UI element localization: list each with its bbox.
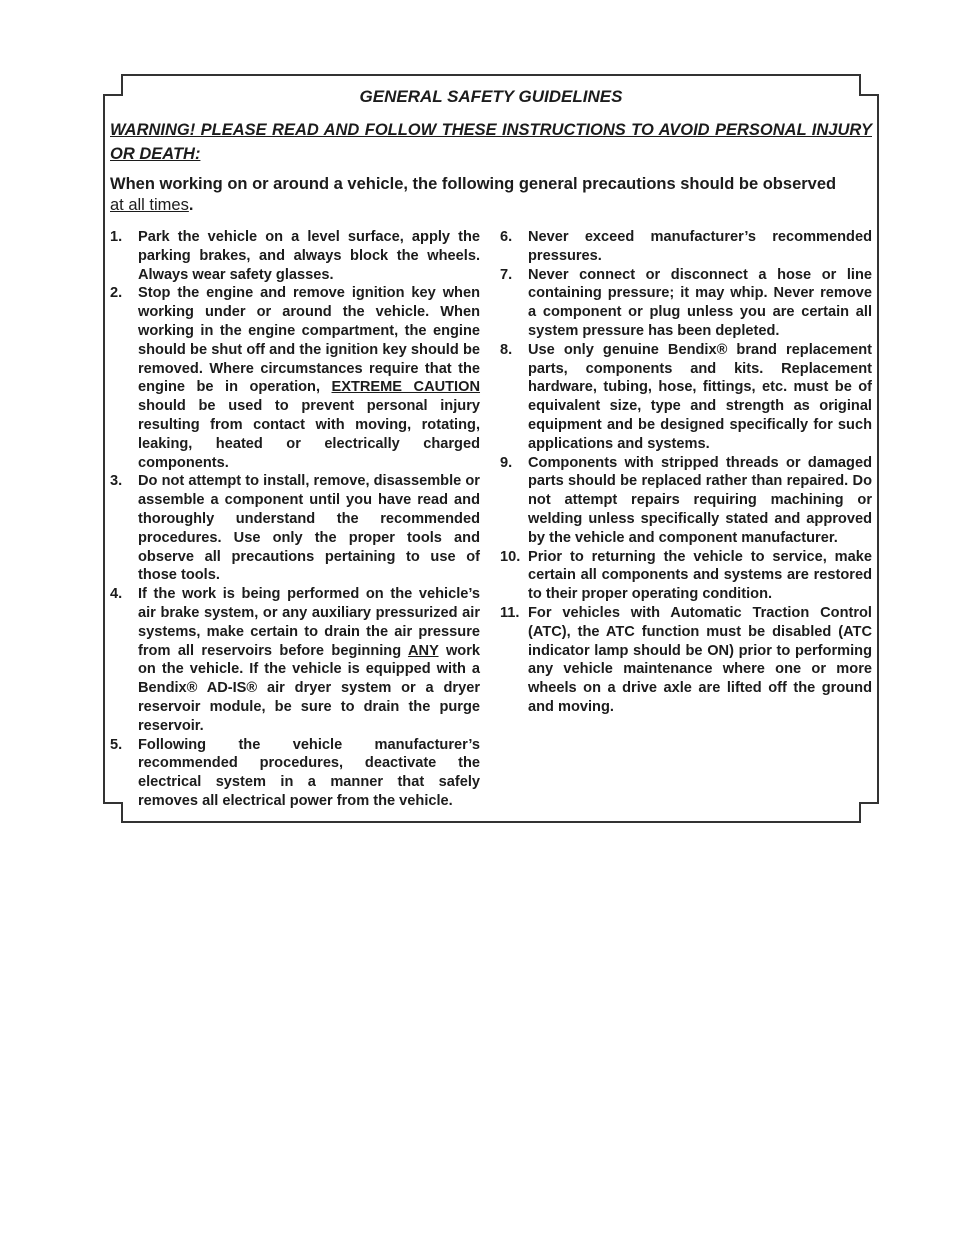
frame-left — [103, 94, 105, 804]
item-text: Never connect or disconnect a hose or line containing pressure; it may whip. Never remove a component or plug unless you are certain all system pressure has been depleted. — [528, 266, 872, 339]
list-item — [500, 341, 872, 454]
item-number: 5. — [110, 736, 123, 753]
frame-bottom — [121, 821, 861, 823]
page-title: GENERAL SAFETY GUIDELINES — [359, 87, 623, 106]
item-number: 4. — [110, 586, 123, 603]
item-number: 3. — [110, 473, 123, 490]
item-text: Following the vehicle manufacturer’s recommended procedures, deactivate the electrical system in a manner that safely removes all electrical power from the vehicle. — [138, 736, 480, 809]
item-number: 10. — [500, 548, 521, 565]
intro-end: . — [188, 196, 194, 214]
item-text: For vehicles with Automatic Traction Control (ATC), the ATC function must be disabled (ATC indicator lamp should be ON) prior to performing any vehicle maintenance where one or more wheels on a drive axle are lifted off the ground and moving. — [528, 604, 872, 715]
list-item — [500, 548, 872, 604]
intro-text — [110, 174, 872, 216]
item-number: 1. — [110, 229, 123, 245]
frame-right — [877, 94, 879, 804]
item-text: Components with stripped threads or damaged parts should be replaced rather than repaired. Do not attempt repairs requiring machining or welding unless specifically stated and approved by the vehicle and component manufacturer. — [528, 454, 872, 546]
left-column — [110, 228, 480, 811]
list-item — [110, 736, 480, 811]
list-item — [500, 266, 872, 341]
item-text: Use only genuine Bendix® brand replacement parts, components and kits. Replacement hardware, tubing, hose, fittings, etc. must be of equivalent size, type and strength as original equipment and be designed specifically for such applications and systems. — [528, 341, 872, 452]
list-item — [500, 228, 872, 266]
frame-notch-br-h — [859, 802, 879, 804]
list-item — [110, 284, 480, 472]
list-item — [110, 228, 480, 284]
item-text-part-a: If the work is being performed on the vehicle’s air brake system, or any auxiliary pressurized air systems, make certain to drain the air pressure from all reservoirs before beginning — [138, 586, 480, 659]
item-text — [138, 284, 480, 472]
item-emphasis: ANY — [407, 642, 439, 659]
item-emphasis: EXTREME CAUTION — [331, 379, 481, 396]
item-number: 8. — [500, 341, 513, 358]
item-text — [138, 585, 480, 735]
warning-text: WARNING! PLEASE READ AND FOLLOW THESE INSTRUCTIONS TO AVOID PERSONAL INJURY OR DEATH: — [110, 121, 872, 163]
item-text-part-b: work on the vehicle. If the vehicle is equipped with a Bendix® AD-IS® air dryer system or a dryer reservoir module, be sure to drain the purge reservoir. — [138, 642, 480, 734]
item-number: 9. — [500, 454, 513, 471]
item-text-part-b: should be used to prevent personal injury resulting from contact with moving, rotating, leaking, heated or electrically charged components. — [138, 398, 480, 471]
item-text: Do not attempt to install, remove, disassemble or assemble a component until you have read and thoroughly understand the recommended procedures. Use only the proper tools and observe all precautions pertaining to use of those tools. — [138, 473, 480, 584]
right-column — [500, 228, 872, 717]
list-item — [110, 472, 480, 585]
item-text: Never exceed manufacturer’s recommended pressures. — [528, 229, 872, 264]
item-number: 7. — [500, 266, 513, 283]
list-item — [500, 454, 872, 548]
frame-top — [121, 74, 861, 76]
list-item — [110, 585, 480, 735]
item-text: Park the vehicle on a level surface, apply the parking brakes, and always block the wheels. Always wear safety glasses. — [138, 229, 480, 283]
intro-emphasis: at all times — [110, 196, 189, 214]
item-number: 11. — [500, 604, 520, 621]
intro-main: When working on or around a vehicle, the following general precautions should be observed — [110, 175, 837, 193]
list-item — [500, 604, 872, 717]
item-number: 6. — [500, 229, 513, 245]
frame-notch-br-v — [859, 802, 861, 823]
safety-guidelines-box — [110, 86, 872, 809]
item-text: Prior to returning the vehicle to service, make certain all components and systems are restored to their proper operating condition. — [528, 548, 872, 603]
item-number: 2. — [110, 285, 123, 302]
item-text-part-a: Stop the engine and remove ignition key when working under or around the vehicle. When working in the engine compartment, the engine should be shut off and the ignition key should be removed. Where circumstances require that the engine be in operation, — [138, 285, 480, 396]
